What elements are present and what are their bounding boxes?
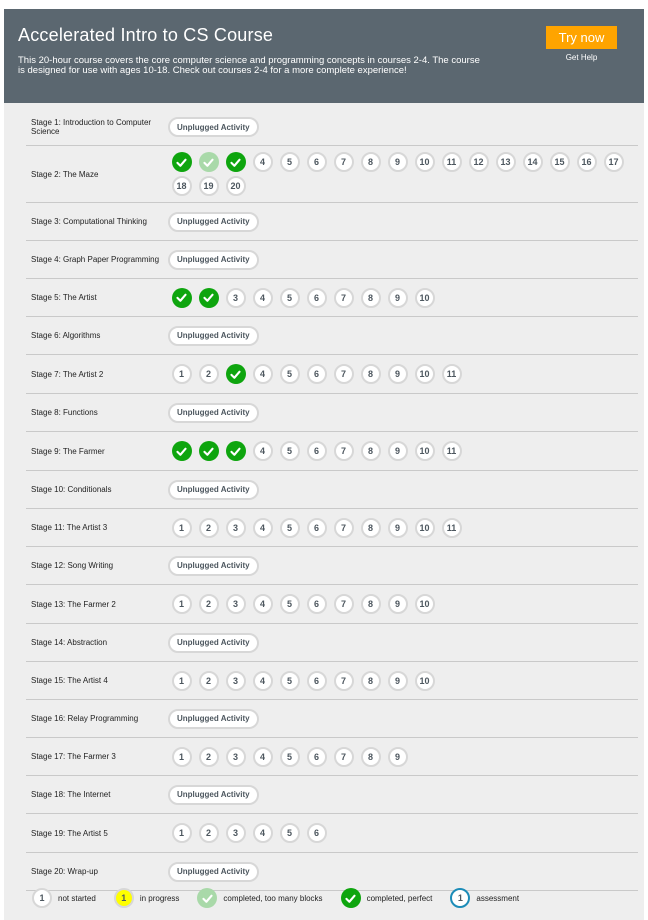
level-bubble[interactable]: 9: [388, 364, 408, 384]
level-bubble-completed[interactable]: [226, 152, 246, 172]
level-bubble[interactable]: 5: [280, 594, 300, 614]
legend-label: completed, too many blocks: [223, 893, 323, 903]
level-bubble-completed[interactable]: [199, 152, 219, 172]
level-bubble[interactable]: 6: [307, 747, 327, 767]
unplugged-activity-button[interactable]: Unplugged Activity: [168, 403, 259, 423]
level-bubble[interactable]: 4: [253, 288, 273, 308]
level-bubble[interactable]: 2: [199, 364, 219, 384]
level-bubble[interactable]: 6: [307, 364, 327, 384]
level-list: [168, 150, 638, 198]
check-icon: [202, 445, 215, 458]
stage-row: [26, 547, 638, 585]
unplugged-activity-button[interactable]: Unplugged Activity: [168, 709, 259, 729]
level-bubble[interactable]: 8: [361, 441, 381, 461]
unplugged-activity-button[interactable]: Unplugged Activity: [168, 480, 259, 500]
level-bubble[interactable]: 11: [442, 441, 462, 461]
course-title: Accelerated Intro to CS Course: [18, 25, 274, 45]
stage-name[interactable]: Stage 5: The Artist: [31, 293, 97, 302]
stage-row: [26, 317, 638, 355]
level-bubble[interactable]: 13: [496, 152, 516, 172]
check-icon: [175, 445, 188, 458]
legend-item: [108, 888, 180, 908]
level-list: [168, 326, 638, 346]
level-bubble[interactable]: 4: [253, 747, 273, 767]
level-bubble[interactable]: 3: [226, 823, 246, 843]
stage-row: [26, 814, 638, 853]
level-bubble[interactable]: 10: [415, 288, 435, 308]
try-now-button[interactable]: Try now: [546, 26, 617, 49]
unplugged-activity-button[interactable]: Unplugged Activity: [168, 785, 259, 805]
stage-name[interactable]: Stage 16: Relay Programming: [31, 714, 139, 723]
level-bubble[interactable]: 2: [199, 823, 219, 843]
check-icon: [175, 291, 188, 304]
level-bubble[interactable]: 1: [172, 364, 192, 384]
level-list: [168, 592, 638, 616]
unplugged-activity-button[interactable]: Unplugged Activity: [168, 556, 259, 576]
level-bubble[interactable]: 1: [172, 518, 192, 538]
check-icon: [202, 291, 215, 304]
progress-legend: [26, 884, 638, 912]
level-bubble[interactable]: 1: [172, 671, 192, 691]
level-bubble[interactable]: 10: [415, 152, 435, 172]
level-bubble[interactable]: 2: [199, 747, 219, 767]
legend-label: assessment: [476, 893, 520, 903]
check-icon: [229, 445, 242, 458]
level-bubble-completed[interactable]: [226, 441, 246, 461]
stage-row: [26, 432, 638, 471]
level-bubble-completed[interactable]: [226, 364, 246, 384]
level-bubble[interactable]: 3: [226, 518, 246, 538]
level-bubble[interactable]: 5: [280, 288, 300, 308]
level-bubble[interactable]: 5: [280, 823, 300, 843]
level-bubble[interactable]: 10: [415, 518, 435, 538]
level-bubble[interactable]: 3: [226, 594, 246, 614]
check-icon: [344, 892, 357, 905]
level-bubble[interactable]: 5: [280, 747, 300, 767]
legend-label: in progress: [139, 893, 180, 903]
level-bubble[interactable]: 10: [415, 594, 435, 614]
level-bubble[interactable]: 7: [334, 747, 354, 767]
level-bubble[interactable]: 8: [361, 671, 381, 691]
unplugged-activity-button[interactable]: Unplugged Activity: [168, 250, 259, 270]
level-bubble[interactable]: 6: [307, 671, 327, 691]
level-bubble[interactable]: 4: [253, 823, 273, 843]
stage-row: [26, 585, 638, 624]
legend-item: [26, 888, 96, 908]
level-bubble[interactable]: 9: [388, 518, 408, 538]
stage-row: [26, 776, 638, 814]
level-bubble[interactable]: 7: [334, 441, 354, 461]
level-bubble[interactable]: 18: [172, 176, 192, 196]
check-icon: [202, 156, 215, 169]
level-bubble-completed[interactable]: [199, 288, 219, 308]
unplugged-activity-button[interactable]: Unplugged Activity: [168, 862, 259, 882]
check-icon: [175, 156, 188, 169]
level-bubble[interactable]: 15: [550, 152, 570, 172]
stage-name[interactable]: Stage 7: The Artist 2: [31, 369, 104, 379]
level-bubble[interactable]: 9: [388, 152, 408, 172]
level-bubble[interactable]: 6: [307, 152, 327, 172]
level-bubble-completed[interactable]: [199, 441, 219, 461]
stage-name[interactable]: Stage 14: Abstraction: [31, 638, 108, 647]
level-bubble[interactable]: 7: [334, 671, 354, 691]
level-bubble[interactable]: 19: [199, 176, 219, 196]
level-list: [168, 480, 638, 500]
level-bubble[interactable]: 5: [280, 518, 300, 538]
level-bubble[interactable]: 8: [361, 288, 381, 308]
level-bubble[interactable]: 8: [361, 364, 381, 384]
level-bubble[interactable]: 10: [415, 364, 435, 384]
level-bubble[interactable]: 4: [253, 441, 273, 461]
level-list: [168, 403, 638, 423]
level-bubble[interactable]: 3: [226, 747, 246, 767]
stage-name[interactable]: Stage 8: Functions: [31, 408, 98, 417]
stage-name[interactable]: Stage 18: The Internet: [31, 790, 111, 799]
legend-label: completed, perfect: [366, 893, 433, 903]
stage-name[interactable]: Stage 1: Introduction to Computer Science: [31, 118, 152, 136]
level-bubble[interactable]: 11: [442, 518, 462, 538]
stage-row: [26, 471, 638, 509]
legend-swatch-completed: [197, 888, 217, 908]
level-list: [168, 669, 638, 693]
level-bubble[interactable]: 9: [388, 747, 408, 767]
level-bubble[interactable]: 5: [280, 364, 300, 384]
level-bubble[interactable]: 6: [307, 594, 327, 614]
stage-name[interactable]: Stage 2: The Maze: [31, 169, 99, 179]
legend-swatch: 1: [114, 888, 134, 908]
level-list: [168, 709, 638, 729]
level-list: [168, 862, 638, 882]
stage-row: [26, 700, 638, 738]
stage-name[interactable]: Stage 13: The Farmer 2: [31, 599, 116, 609]
course-page: [4, 9, 644, 920]
level-bubble[interactable]: 9: [388, 671, 408, 691]
level-bubble[interactable]: 9: [388, 441, 408, 461]
legend-label: not started: [58, 893, 96, 903]
stage-row: [26, 624, 638, 662]
level-list: [168, 117, 638, 137]
level-bubble[interactable]: 6: [307, 823, 327, 843]
unplugged-activity-button[interactable]: Unplugged Activity: [168, 326, 259, 346]
level-bubble[interactable]: 2: [199, 518, 219, 538]
level-bubble[interactable]: 17: [604, 152, 624, 172]
level-list: [168, 250, 638, 270]
level-bubble[interactable]: 1: [172, 747, 192, 767]
stage-list: [26, 109, 638, 891]
level-bubble[interactable]: 8: [361, 152, 381, 172]
level-bubble[interactable]: 3: [226, 288, 246, 308]
level-list: [168, 212, 638, 232]
stage-name[interactable]: Stage 11: The Artist 3: [31, 523, 108, 532]
stage-row: [26, 203, 638, 241]
level-list: [168, 633, 638, 653]
legend-swatch: 1: [32, 888, 52, 908]
stage-name[interactable]: Stage 10: Conditionals: [31, 485, 112, 494]
stage-name[interactable]: Stage 19: The Artist 5: [31, 828, 108, 838]
level-bubble[interactable]: 7: [334, 518, 354, 538]
level-bubble[interactable]: 3: [226, 671, 246, 691]
level-bubble[interactable]: 7: [334, 152, 354, 172]
stage-name[interactable]: Stage 12: Song Writing: [31, 561, 114, 570]
level-bubble[interactable]: 4: [253, 518, 273, 538]
stage-name[interactable]: Stage 17: The Farmer 3: [31, 752, 116, 761]
stage-row: [26, 241, 638, 279]
level-bubble[interactable]: 11: [442, 152, 462, 172]
level-bubble[interactable]: 11: [442, 364, 462, 384]
level-bubble[interactable]: 7: [334, 288, 354, 308]
level-bubble[interactable]: 16: [577, 152, 597, 172]
stage-name[interactable]: Stage 6: Algorithms: [31, 331, 101, 340]
level-bubble-completed[interactable]: [172, 441, 192, 461]
stage-row: [26, 738, 638, 776]
level-bubble[interactable]: 5: [280, 152, 300, 172]
legend-item: [444, 888, 519, 908]
unplugged-activity-button[interactable]: Unplugged Activity: [168, 633, 259, 653]
stage-name[interactable]: Stage 3: Computational Thinking: [31, 217, 147, 226]
stage-row: [26, 146, 638, 203]
legend-swatch: 1: [450, 888, 470, 908]
check-icon: [229, 368, 242, 381]
level-bubble-completed[interactable]: [172, 288, 192, 308]
course-header: [4, 9, 644, 103]
level-bubble[interactable]: 5: [280, 441, 300, 461]
stage-row: [26, 394, 638, 432]
level-bubble[interactable]: 14: [523, 152, 543, 172]
check-icon: [229, 156, 242, 169]
level-bubble[interactable]: 4: [253, 152, 273, 172]
legend-item: [335, 888, 433, 908]
level-bubble[interactable]: 6: [307, 518, 327, 538]
level-bubble[interactable]: 9: [388, 594, 408, 614]
check-icon: [201, 892, 214, 905]
level-bubble[interactable]: 6: [307, 288, 327, 308]
stage-row: [26, 662, 638, 700]
unplugged-activity-button[interactable]: Unplugged Activity: [168, 117, 259, 137]
level-bubble[interactable]: 6: [307, 441, 327, 461]
stage-name[interactable]: Stage 15: The Artist 4: [31, 676, 108, 685]
level-list: [168, 556, 638, 576]
unplugged-activity-button[interactable]: Unplugged Activity: [168, 212, 259, 232]
level-bubble[interactable]: 20: [226, 176, 246, 196]
level-bubble[interactable]: 4: [253, 594, 273, 614]
level-bubble[interactable]: 4: [253, 364, 273, 384]
level-list: [168, 745, 638, 769]
level-list: [168, 785, 638, 805]
legend-swatch-completed: [341, 888, 361, 908]
stage-row: [26, 109, 638, 146]
level-bubble[interactable]: 8: [361, 747, 381, 767]
level-list: [168, 516, 638, 540]
level-bubble[interactable]: 12: [469, 152, 489, 172]
level-list: [168, 821, 638, 845]
stage-row: [26, 355, 638, 394]
level-bubble[interactable]: 10: [415, 441, 435, 461]
level-bubble[interactable]: 9: [388, 288, 408, 308]
level-bubble[interactable]: 5: [280, 671, 300, 691]
stage-row: [26, 279, 638, 317]
level-bubble[interactable]: 1: [172, 823, 192, 843]
level-list: [168, 286, 638, 310]
stage-name[interactable]: Stage 20: Wrap-up: [31, 867, 99, 876]
stages-panel: [4, 103, 644, 920]
level-bubble[interactable]: 8: [361, 518, 381, 538]
level-bubble[interactable]: 7: [334, 364, 354, 384]
level-bubble[interactable]: 2: [199, 594, 219, 614]
level-bubble-completed[interactable]: [172, 152, 192, 172]
get-help-link[interactable]: Get Help: [565, 53, 598, 62]
level-bubble[interactable]: 4: [253, 671, 273, 691]
course-description: This 20-hour course covers the core computer science and programming concepts in courses 2-4. The course is designed for use with ages 10-18. Check out courses 2-4 for a more complete experience!: [18, 55, 480, 77]
stage-name[interactable]: Stage 4: Graph Paper Programming: [31, 255, 160, 264]
level-bubble[interactable]: 8: [361, 594, 381, 614]
level-bubble[interactable]: 1: [172, 594, 192, 614]
legend-item: [191, 888, 322, 908]
level-bubble[interactable]: 7: [334, 594, 354, 614]
level-bubble[interactable]: 2: [199, 671, 219, 691]
level-list: [168, 362, 638, 386]
stage-name[interactable]: Stage 9: The Farmer: [31, 446, 105, 456]
level-list: [168, 439, 638, 463]
level-bubble[interactable]: 10: [415, 671, 435, 691]
stage-row: [26, 509, 638, 547]
